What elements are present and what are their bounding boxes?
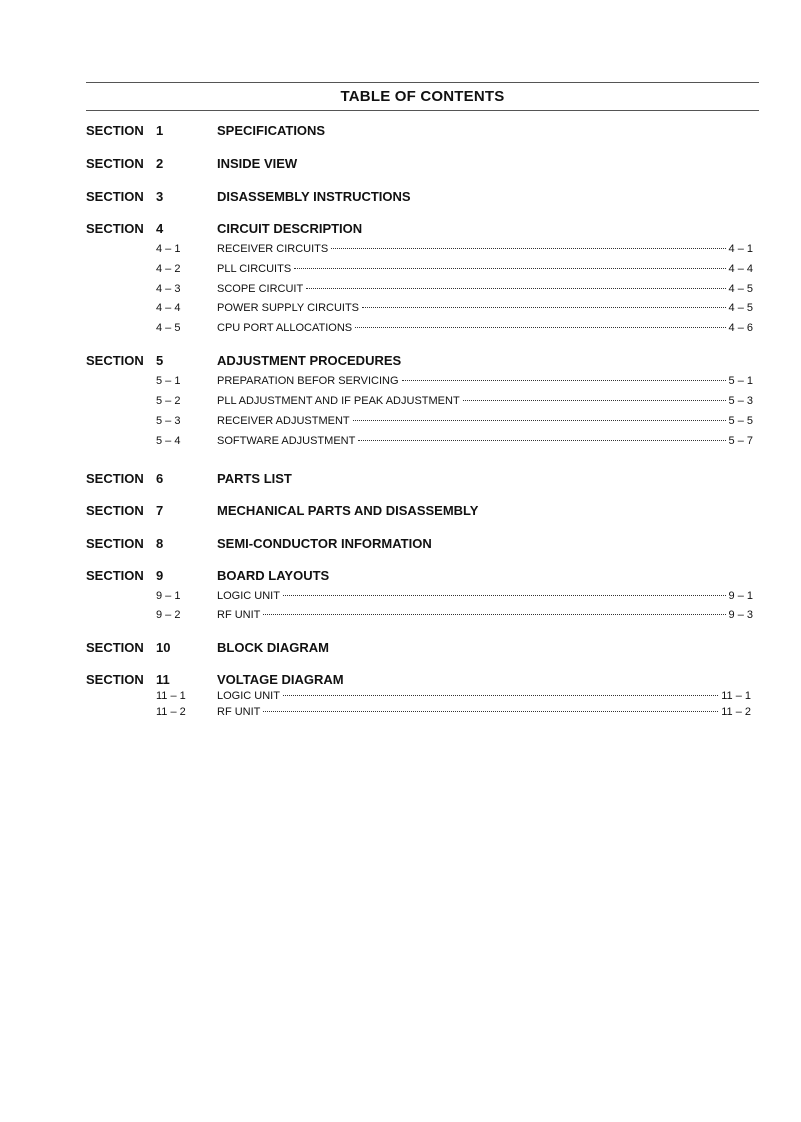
toc-entry-5-4[interactable] [86,435,753,449]
entry-number: 4 – 3 [156,283,181,295]
entry-page: 4 – 6 [728,322,753,334]
section-label: SECTION [86,221,144,236]
toc-section-5[interactable] [86,353,759,371]
toc-entry-11-2[interactable] [86,706,751,720]
toc-entry-4-2[interactable] [86,263,753,277]
toc-section-8[interactable] [86,536,759,554]
toc-entry-4-1[interactable] [86,243,753,257]
section-heading: INSIDE VIEW [217,156,298,171]
dot-leader [358,440,725,441]
entry-number: 9 – 2 [156,609,181,621]
section-heading: PARTS LIST [217,471,292,486]
toc-entry-4-5[interactable] [86,322,753,336]
section-heading: SPECIFICATIONS [217,123,326,138]
section-number: 7 [156,503,164,518]
section-number: 2 [156,156,164,171]
section-number: 11 [156,672,170,687]
toc-section-1[interactable] [86,123,759,141]
entry-title: LOGIC UNIT [217,590,280,602]
entry-title: POWER SUPPLY CIRCUITS [217,302,360,314]
entry-title: RECEIVER CIRCUITS [217,243,329,255]
entry-page: 9 – 1 [728,590,753,602]
dot-leader [263,614,725,615]
toc-section-6[interactable] [86,471,759,489]
toc-entry-5-3[interactable] [86,415,753,429]
section-heading: ADJUSTMENT PROCEDURES [217,353,402,368]
section-heading: SEMI-CONDUCTOR INFORMATION [217,536,432,551]
section-label: SECTION [86,503,144,518]
section-label: SECTION [86,189,144,204]
entry-title: SCOPE CIRCUIT [217,283,304,295]
entry-number: 9 – 1 [156,590,181,602]
title-rule [86,110,759,111]
dot-leader [263,711,718,712]
toc-entry-9-1[interactable] [86,590,753,604]
entry-page: 4 – 5 [728,302,753,314]
dot-leader [294,268,725,269]
page-title: TABLE OF CONTENTS [340,88,505,105]
entry-page: 11 – 1 [721,690,751,702]
section-number: 1 [156,123,164,138]
dot-leader [283,595,726,596]
section-label: SECTION [86,353,144,368]
entry-page: 5 – 5 [728,415,753,427]
entry-title: LOGIC UNIT [217,690,280,702]
toc-entry-4-4[interactable] [86,302,753,316]
toc-entry-5-2[interactable] [86,395,753,409]
toc-section-3[interactable] [86,189,759,207]
entry-page: 4 – 1 [728,243,753,255]
section-heading: VOLTAGE DIAGRAM [217,672,344,687]
toc-section-10[interactable] [86,640,759,658]
section-heading: DISASSEMBLY INSTRUCTIONS [217,189,411,204]
entry-title: PLL CIRCUITS [217,263,292,275]
section-label: SECTION [86,640,144,655]
entry-page: 4 – 4 [728,263,753,275]
section-label: SECTION [86,672,144,687]
toc-section-9[interactable] [86,568,759,586]
toc-section-7[interactable] [86,503,759,521]
top-rule [86,82,759,83]
toc-section-2[interactable] [86,156,759,174]
entry-number: 4 – 2 [156,263,181,275]
entry-title: RF UNIT [217,706,261,718]
toc-section-11[interactable] [86,672,759,690]
entry-number: 5 – 2 [156,395,181,407]
section-heading: BOARD LAYOUTS [217,568,330,583]
section-label: SECTION [86,471,144,486]
section-heading: CIRCUIT DESCRIPTION [217,221,363,236]
entry-page: 5 – 7 [728,435,753,447]
entry-title: PREPARATION BEFOR SERVICING [217,375,399,387]
section-number: 5 [156,353,164,368]
dot-leader [355,327,725,328]
entry-number: 4 – 1 [156,243,181,255]
entry-page: 9 – 3 [728,609,753,621]
entry-title: RF UNIT [217,609,261,621]
entry-title: RECEIVER ADJUSTMENT [217,415,350,427]
entry-page: 11 – 2 [721,706,751,718]
entry-number: 4 – 4 [156,302,181,314]
entry-number: 11 – 2 [156,706,186,718]
entry-number: 5 – 1 [156,375,181,387]
toc-section-4[interactable] [86,221,759,239]
dot-leader [306,288,725,289]
entry-number: 11 – 1 [156,690,186,702]
dot-leader [402,380,726,381]
section-label: SECTION [86,123,144,138]
dot-leader [353,420,726,421]
dot-leader [362,307,726,308]
section-number: 8 [156,536,164,551]
entry-page: 5 – 1 [728,375,753,387]
toc-entry-11-1[interactable] [86,690,751,704]
entry-number: 5 – 4 [156,435,181,447]
section-label: SECTION [86,156,144,171]
section-number: 10 [156,640,171,655]
section-number: 9 [156,568,164,583]
entry-number: 4 – 5 [156,322,181,334]
entry-title: SOFTWARE ADJUSTMENT [217,435,356,447]
entry-title: CPU PORT ALLOCATIONS [217,322,353,334]
dot-leader [283,695,718,696]
entry-page: 4 – 5 [728,283,753,295]
toc-entry-4-3[interactable] [86,283,753,297]
section-heading: MECHANICAL PARTS AND DISASSEMBLY [217,503,479,518]
toc-entry-5-1[interactable] [86,375,753,389]
section-heading: BLOCK DIAGRAM [217,640,329,655]
section-label: SECTION [86,568,144,583]
entry-page: 5 – 3 [728,395,753,407]
section-number: 6 [156,471,164,486]
dot-leader [463,400,726,401]
dot-leader [331,248,725,249]
entry-title: PLL ADJUSTMENT AND IF PEAK ADJUSTMENT [217,395,460,407]
entry-number: 5 – 3 [156,415,181,427]
section-number: 4 [156,221,164,236]
section-number: 3 [156,189,164,204]
toc-entry-9-2[interactable] [86,609,753,623]
section-label: SECTION [86,536,144,551]
